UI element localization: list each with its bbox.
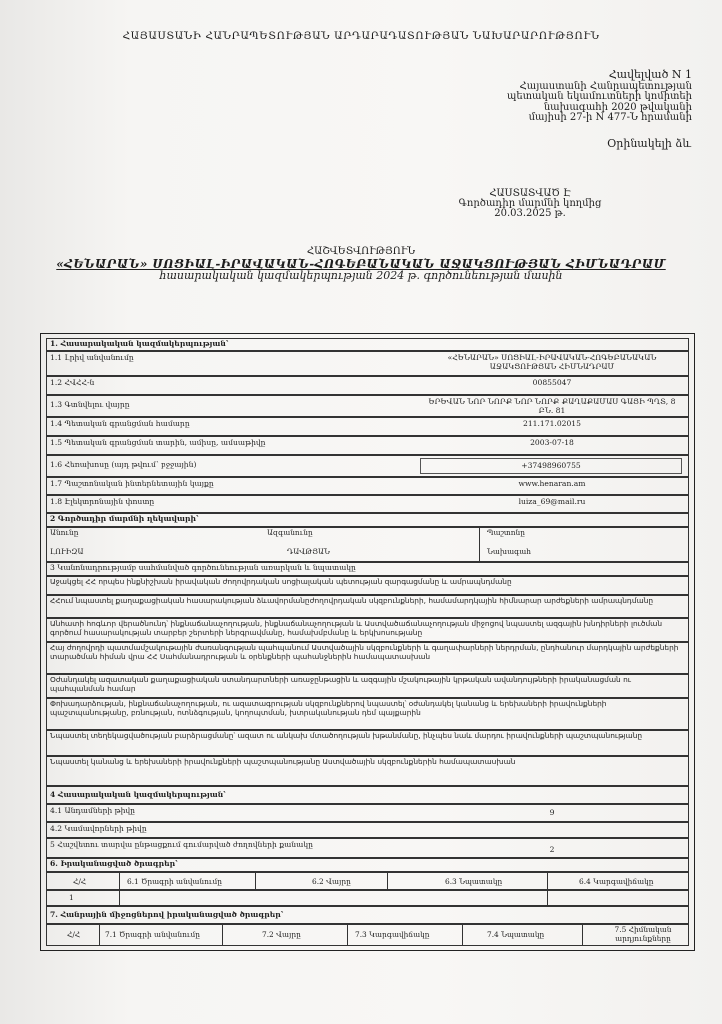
row-label: 1.1 Լրիվ անվանումը: [50, 353, 134, 362]
goal-text: Նպաստել կանանց և երեխաների իրավունքների պաշտպանությանը Աստվածային սկզբունքներին համապատասխան: [50, 757, 516, 766]
row-number-header: Հ/Հ: [73, 877, 87, 886]
goal-paragraph: [46, 642, 689, 674]
goal-text: Անհատի հոգևոր վերածնունդ՝ ինքնաճանաչողության, ինքնաճանաչողության և Աստվածաճանաչողության միջոցով նպաստել ազգային խնդիրների լուծման գործում հասարակության տարբեր շերտերի ներգրավմանը, համախմբմանը և երկխոսությանը: [50, 619, 663, 637]
row-value: ԵՐԵՎԱՆ ՆՈՐ ՆՈՐՔ ՆՈՐ ՆՈՐՔ ՔԱՂԱՔԱՄԱՍ ԳԱՅԻ ՊՂՏ, 8 ԲՆ. 81: [428, 397, 676, 415]
row-label: 1.6 Հեռախոսը (այդ թվում՝ բջջային): [50, 460, 197, 469]
column-divider: [255, 873, 256, 889]
sample-label: Օրինակելի ձև: [607, 137, 691, 150]
goal-paragraph: [46, 674, 689, 698]
section-4-title: 4 Հասարակական կազմակերպության՝: [50, 790, 226, 799]
approved-date: 20.03.2025 թ.: [494, 208, 566, 219]
column-header: 6.3 Նպատակը: [445, 877, 503, 886]
table-row: [46, 890, 689, 906]
row-value: 00855047: [532, 378, 572, 387]
goal-text: Աջակցել ՀՀ որպես ինքնիշխան իրավական ժողովրդական սոցիալական պետության զարգացմանը և ամրապնդմանը: [50, 577, 512, 586]
table-row: [46, 436, 689, 455]
table-row: [46, 417, 689, 436]
column-header: 6.1 Ծրագրի անվանումը: [127, 877, 222, 886]
column-divider: [347, 925, 348, 945]
section-7-title: 7. Հանրային միջոցներով իրականացված ծրագրեր՝: [50, 910, 284, 919]
section-1-header: [46, 338, 689, 351]
goal-paragraph: [46, 618, 689, 642]
executive-table: [46, 527, 689, 562]
phone-value: +37498960755: [420, 458, 682, 474]
section-4-header: [46, 786, 689, 804]
row-number-header: Հ/Հ: [67, 930, 81, 939]
row-label: 5 Հաշվետու տարվա ընթացքում գումարված ժողովների քանակը: [50, 840, 313, 849]
column-header: 6.4 Կարգավիճակը: [579, 877, 654, 886]
organization-name: «ՀԵՆԱՐԱՆ» ՍՈՑԻԱԼ-ԻՐԱՎԱԿԱՆ-ՀՈԳԵԲԱՆԱԿԱՆ ԱՋԱԿՑՈՒԹՅԱՆ ՀԻՄՆԱԴՐԱՄ: [56, 257, 666, 271]
table-row: [46, 495, 689, 513]
ministry-header: ՀԱՅԱՍՏԱՆԻ ՀԱՆՐԱՊԵՏՈՒԹՅԱՆ ԱՐԴԱՐԱԴԱՏՈՒԹՅԱՆ ՆԱԽԱՐԱՐՈՒԹՅՈՒՆ: [122, 30, 600, 42]
column-divider: [387, 873, 388, 889]
row-number: 1: [69, 893, 74, 902]
section-3-title: 3 Կանոնադրությամբ սահմանված գործունեության առարկան և նպատակը: [50, 563, 356, 572]
row-label: 1.2 ՀՎՀՀ-ն: [50, 378, 95, 387]
public-programs-header: [46, 924, 689, 946]
appendix-line: նախագահի 2020 թվականի: [543, 101, 692, 113]
goal-text: Փոխադարձության, ինքնաճանաչողության, ու ազատագրության սկզբունքներով նպաստել՝ օժանդակել կանանց և երեխաների իրավունքների պաշտպանությանը, բռնության, ոտնձգության, կողոպտման, խտրականության դեմ պայքարին: [50, 699, 607, 717]
column-divider: [547, 891, 548, 905]
table-row: [46, 395, 689, 417]
appendix-number: Հավելված N 1: [608, 68, 692, 81]
meetings-count: 2: [549, 845, 555, 854]
row-value: «ՀԵՆԱՐԱՆ» ՍՈՑԻԱԼ-ԻՐԱՎԱԿԱՆ-ՀՈԳԵԲԱՆԱԿԱՆ ԱՋԱԿՑՈՒԹՅԱՆ ՀԻՄՆԱԴՐԱՄ: [447, 353, 657, 371]
appendix-line: պետական եկամուտների կոմիտեի: [507, 91, 692, 102]
appendix-block: [442, 70, 692, 124]
column-divider: [119, 891, 120, 905]
column-divider: [119, 873, 120, 889]
table-row: [46, 351, 689, 376]
table-row: [46, 376, 689, 395]
column-divider: [479, 528, 480, 561]
goal-paragraph: [46, 756, 689, 786]
row-label: 4.1 Անդամների թիվը: [50, 806, 135, 815]
report-subtitle: հասարակական կազմակերպության 2024 թ. գործունեության մասին: [159, 269, 563, 282]
row-value: 211.171.02015: [523, 419, 581, 428]
appendix-line: մայիսի 27-ի N 477-Ն հրամանի: [528, 112, 692, 123]
goal-paragraph: [46, 730, 689, 756]
section-6-title: 6. Իրականացված ծրագրեր՝: [50, 859, 178, 868]
section-2-title: 2 Գործադիր մարմնի ղեկավարի՝: [50, 514, 199, 523]
header-position: Պաշտոնը: [487, 528, 525, 537]
table-row: [46, 455, 689, 477]
row-value: 2003-07-18: [530, 438, 574, 447]
table-row: [46, 804, 689, 822]
goal-text: Օժանդակել ազատական քաղաքացիական ստանդարտների առաջընթացին և ազգային մշակութային կրթական ավանդույթների իրականացման ու պահպանման համար: [50, 675, 631, 693]
approved-title: ՀԱՍՏԱՏՎԱԾ Է: [489, 188, 571, 199]
report-title: [0, 246, 722, 282]
members-count: 9: [549, 808, 555, 817]
row-label: 1.7 Պաշտոնական ինտերնետային կայքը: [50, 479, 214, 488]
header-last-name: Ազգանունը: [267, 528, 313, 537]
section-7-header: [46, 906, 689, 924]
row-label: 1.5 Պետական գրանցման տարին, ամիսը, ամսաթիվը: [50, 438, 266, 447]
row-label: 1.3 Գտնվելու վայրը: [50, 400, 130, 409]
row-value: luiza_69@mail.ru: [518, 497, 586, 506]
table-row: [46, 477, 689, 495]
goal-paragraph: [46, 595, 689, 618]
row-label: 1.4 Պետական գրանցման համարը: [50, 419, 190, 428]
appendix-line: Հայաստանի Հանրապետության: [519, 80, 692, 92]
section-2-header: [46, 513, 689, 527]
table-row: [46, 838, 689, 858]
exec-last-name: ԴԱՎԹՅԱՆ: [287, 547, 330, 556]
column-header: 6.2 Վայրը: [312, 877, 351, 886]
column-header: 7.3 Կարգավիճակը: [355, 930, 430, 939]
report-heading: ՀԱՇՎԵՏՎՈՒԹՅՈՒՆ: [306, 246, 416, 257]
column-divider: [462, 925, 463, 945]
section-1-title: 1. Հասարակական կազմակերպության՝: [50, 339, 229, 348]
row-label: 4.2 Կամավորների թիվը: [50, 824, 147, 833]
column-divider: [99, 925, 100, 945]
approval-block: [420, 189, 640, 219]
column-divider: [582, 925, 583, 945]
row-value: www.henaran.am: [518, 479, 586, 488]
goal-paragraph: [46, 576, 689, 595]
column-header: 7.4 Նպատակը: [487, 930, 545, 939]
section-3-header: [46, 562, 689, 576]
section-6-header: [46, 858, 689, 872]
exec-first-name: ԼՈՒԻԶԱ: [50, 547, 84, 556]
exec-position: Նախագահ: [487, 547, 531, 556]
header-first-name: Անունը: [50, 528, 79, 537]
table-row: [46, 822, 689, 838]
programs-table-header: [46, 872, 689, 890]
approved-by: Գործադիր մարմնի կողմից: [458, 198, 602, 209]
goal-paragraph: [46, 698, 689, 730]
column-header: 7.1 Ծրագրի անվանումը: [105, 930, 200, 939]
goal-text: ՀՀում նպաստել քաղաքացիական հասարակության ձևավորմանըժողովրդական սկզբունքների, համամարդկային հիմնարար արժեքների ամրապնդմանը: [50, 596, 654, 605]
row-label: 1.8 Էլեկտրոնային փոստը: [50, 497, 155, 506]
goal-text: Հայ ժողովրդի պատմամշակութային ժառանգության պահպանում Աստվածային սկզբունքների և գաղափարների ներդրման, ընդհանուր մարդկային արժեքների տարածման հիման վրա ՀՀ Սահմանադրության և օրենքների պահանջներին համապատասխան: [50, 643, 679, 661]
column-divider: [222, 925, 223, 945]
column-header: 7.2 Վայրը: [262, 930, 301, 939]
column-divider: [547, 873, 548, 889]
goal-text: Նպաստել տեղեկացվածության բարձրացմանը՝ ազատ ու անկախ մտածողության խթանմանը, ինչպես նաև մարդու իրավունքների պաշտպանությանը: [50, 731, 643, 740]
column-header: 7.5 Հիմնական արդյունքները: [614, 925, 672, 943]
